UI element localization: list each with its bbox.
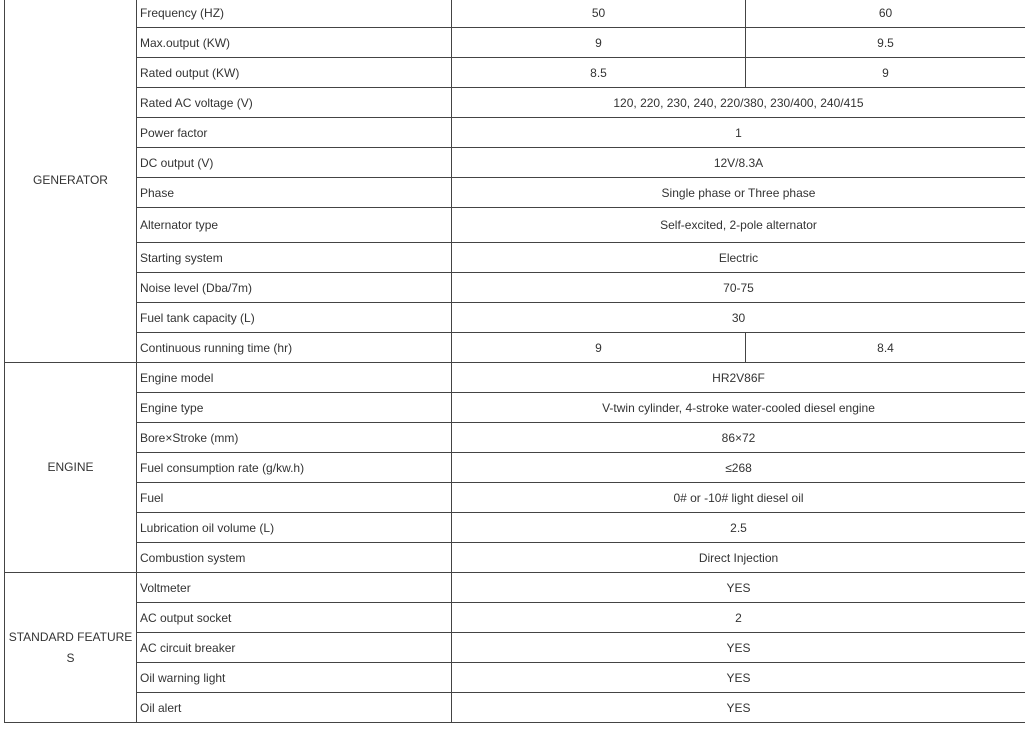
table-row — [4, 543, 1025, 573]
table-row — [4, 393, 1025, 423]
param-label: Alternator type — [136, 208, 451, 243]
param-label: Fuel — [136, 483, 451, 513]
param-label: Rated AC voltage (V) — [136, 88, 451, 118]
param-value: 30 — [451, 303, 1025, 333]
param-label: Combustion system — [136, 543, 451, 573]
param-label: Noise level (Dba/7m) — [136, 273, 451, 303]
param-label: Fuel consumption rate (g/kw.h) — [136, 453, 451, 483]
table-row — [4, 603, 1025, 633]
param-label: AC circuit breaker — [136, 633, 451, 663]
param-label: Frequency (HZ) — [136, 0, 451, 28]
param-value: HR2V86F — [451, 363, 1025, 393]
group-generator: GENERATOR — [4, 0, 136, 363]
param-label: Max.output (KW) — [136, 28, 451, 58]
param-value: YES — [451, 663, 1025, 693]
param-label: Continuous running time (hr) — [136, 333, 451, 363]
param-value: Direct Injection — [451, 543, 1025, 573]
param-label: Lubrication oil volume (L) — [136, 513, 451, 543]
value-50hz: 9 — [451, 28, 745, 58]
param-value: Self-excited, 2-pole alternator — [451, 208, 1025, 243]
param-value: YES — [451, 573, 1025, 603]
value-50hz: 50 — [451, 0, 745, 28]
table-row — [4, 423, 1025, 453]
table-row — [4, 453, 1025, 483]
param-label: Phase — [136, 178, 451, 208]
param-value: YES — [451, 633, 1025, 663]
table-row — [4, 58, 1025, 88]
param-value: Single phase or Three phase — [451, 178, 1025, 208]
param-value: V-twin cylinder, 4-stroke water-cooled diesel engine — [451, 393, 1025, 423]
param-label: DC output (V) — [136, 148, 451, 178]
table-row — [4, 118, 1025, 148]
table-row — [4, 363, 1025, 393]
param-value: 2.5 — [451, 513, 1025, 543]
param-value: ≤268 — [451, 453, 1025, 483]
param-label: Engine type — [136, 393, 451, 423]
param-value: 0# or -10# light diesel oil — [451, 483, 1025, 513]
table-row — [4, 273, 1025, 303]
group-standard-features: STANDARD FEATURES — [4, 573, 136, 723]
param-value: 1 — [451, 118, 1025, 148]
table-row — [4, 513, 1025, 543]
param-label: Oil warning light — [136, 663, 451, 693]
table-row — [4, 303, 1025, 333]
group-engine: ENGINE — [4, 363, 136, 573]
table-row — [4, 243, 1025, 273]
param-label: Power factor — [136, 118, 451, 148]
table-row — [4, 483, 1025, 513]
param-value: 2 — [451, 603, 1025, 633]
table-row — [4, 633, 1025, 663]
table-row — [4, 208, 1025, 243]
param-label: Voltmeter — [136, 573, 451, 603]
param-label: Bore×Stroke (mm) — [136, 423, 451, 453]
param-value: YES — [451, 693, 1025, 723]
param-label: Starting system — [136, 243, 451, 273]
table-row — [4, 663, 1025, 693]
param-value: 70-75 — [451, 273, 1025, 303]
value-50hz: 8.5 — [451, 58, 745, 88]
param-label: Rated output (KW) — [136, 58, 451, 88]
table-row — [4, 148, 1025, 178]
param-value: Electric — [451, 243, 1025, 273]
spec-table — [4, 0, 1025, 723]
param-value: 12V/8.3A — [451, 148, 1025, 178]
value-60hz: 9.5 — [745, 28, 1025, 58]
param-value: 86×72 — [451, 423, 1025, 453]
param-label: AC output socket — [136, 603, 451, 633]
value-60hz: 60 — [745, 0, 1025, 28]
value-60hz: 8.4 — [745, 333, 1025, 363]
table-row — [4, 333, 1025, 363]
value-50hz: 9 — [451, 333, 745, 363]
table-row — [4, 573, 1025, 603]
value-60hz: 9 — [745, 58, 1025, 88]
param-label: Oil alert — [136, 693, 451, 723]
table-row — [4, 88, 1025, 118]
param-value: 120, 220, 230, 240, 220/380, 230/400, 240/415 — [451, 88, 1025, 118]
table-row — [4, 0, 1025, 28]
table-row — [4, 178, 1025, 208]
param-label: Engine model — [136, 363, 451, 393]
table-row — [4, 693, 1025, 723]
param-label: Fuel tank capacity (L) — [136, 303, 451, 333]
table-row — [4, 28, 1025, 58]
